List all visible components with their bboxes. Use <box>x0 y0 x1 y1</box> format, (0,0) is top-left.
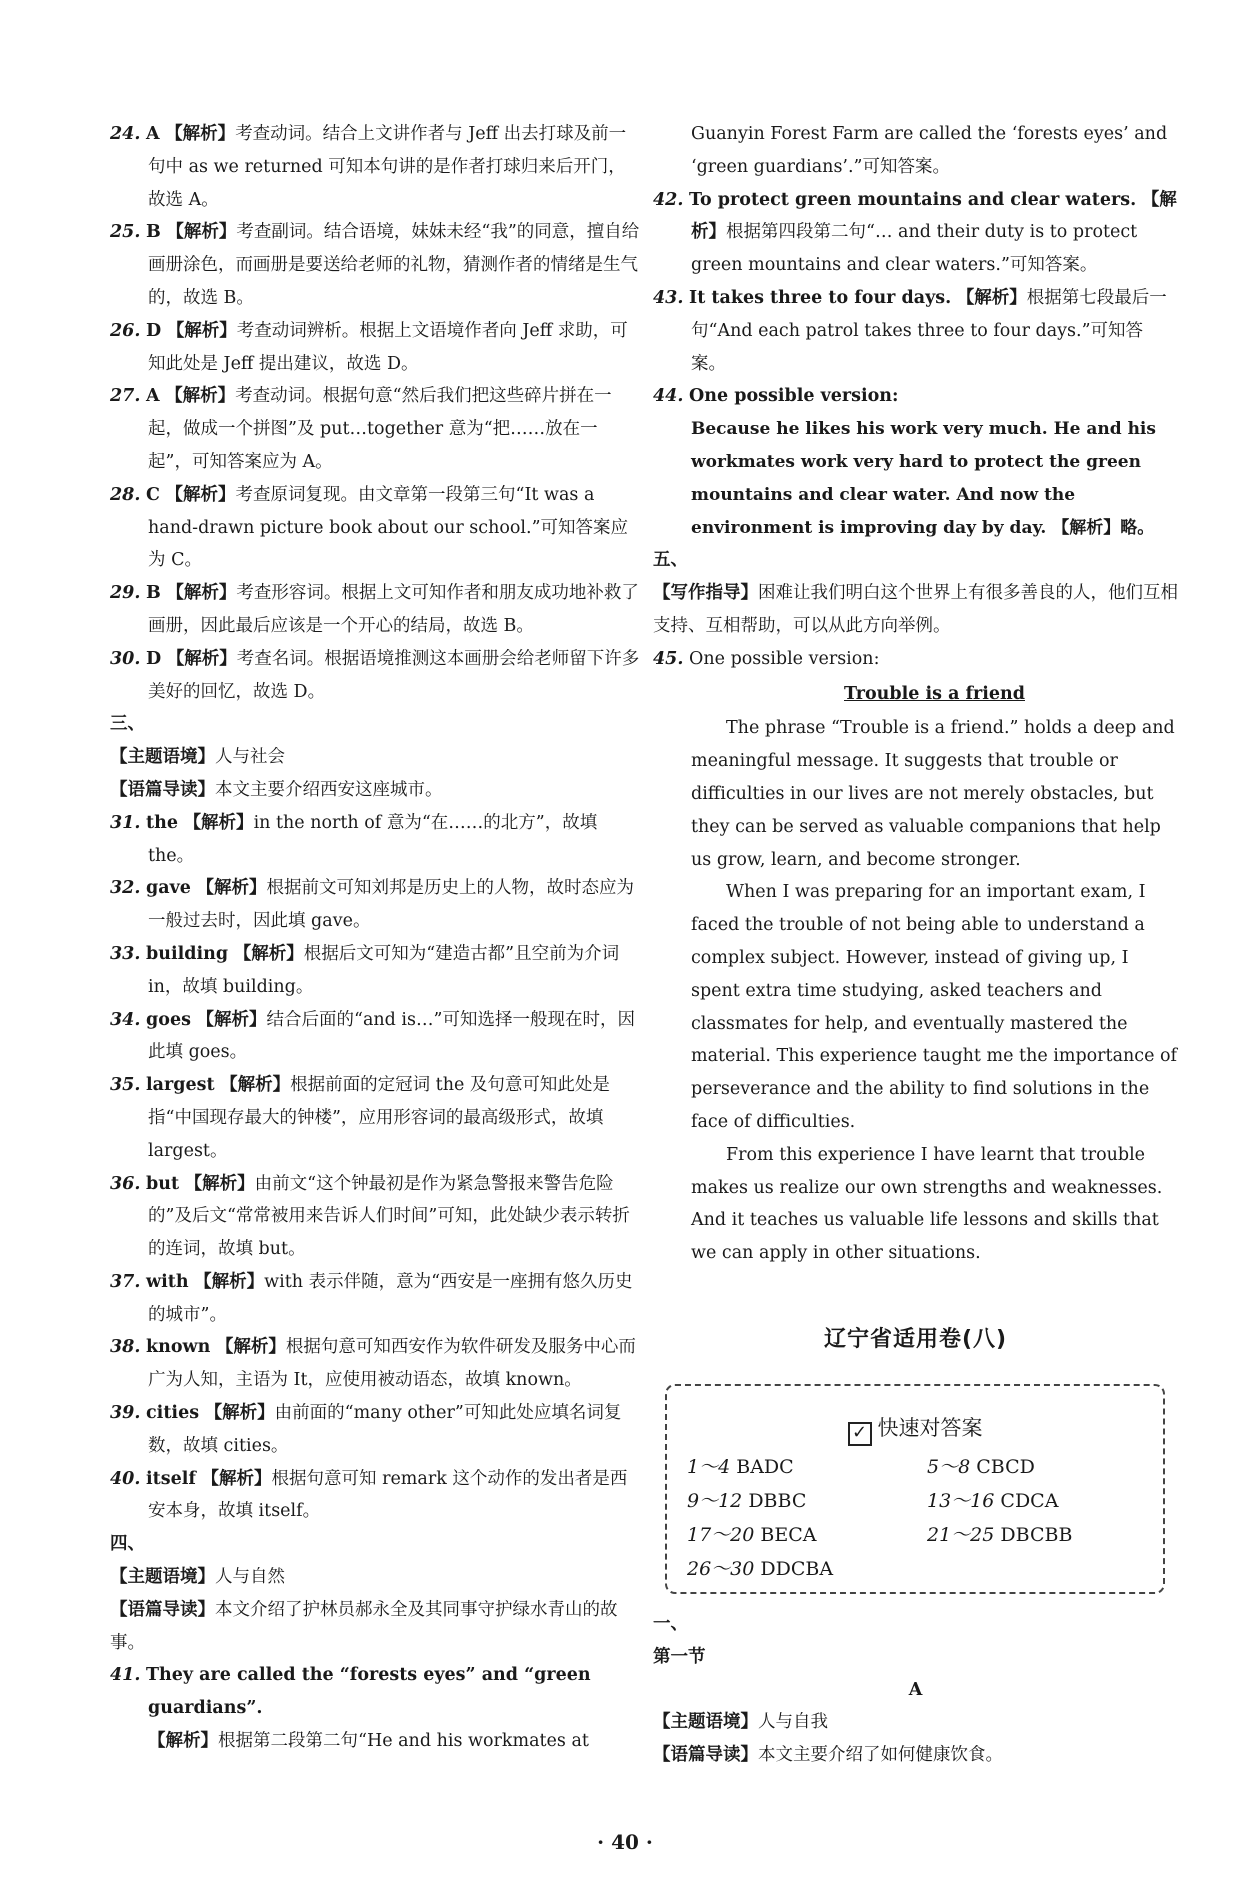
section-1-heading: 一、 <box>653 1614 688 1634</box>
essay-paragraph-2: When I was preparing for an important exam, I faced the trouble of not being able to understand a complex subject. However, instead of giving up, I spent extra time studying, asked teachers and classmates for help, and eventually mastered the material. This experience taught me the importance of perseverance and the ability to find solutions in the face of difficulties. <box>691 882 1178 1132</box>
answer-34: 34. goes 【解析】结合后面的“and is…”可知选择一般现在时，因此填 goes。 <box>110 1009 635 1063</box>
answer-27: 27. A 【解析】考查动词。根据句意“然后我们把这些碎片拼在一起，做成一个拼图”及 put…together 意为“把……放在一起”，可知答案应为 A。 <box>110 386 612 472</box>
answer-37: 37. with 【解析】with 表示伴随，意为“西安是一座拥有悠久历史的城市”。 <box>110 1271 633 1325</box>
section-5-heading: 五、 <box>653 550 688 571</box>
checkbox-icon: ✓ <box>848 1422 872 1446</box>
section-3-theme: 【主题语境】人与社会 <box>110 747 285 768</box>
answer-41-continued: Guanyin Forest Farm are called the ‘forests eyes’ and ‘green guardians’.”可知答案。 <box>691 124 1168 177</box>
answer-39: 39. cities 【解析】由前面的“many other”可知此处应填名词复数，故填 cities。 <box>110 1403 622 1456</box>
passage-label: A <box>908 1679 923 1700</box>
section-4-theme: 【主题语境】人与自然 <box>110 1567 285 1588</box>
section-title: 辽宁省适用卷(八) <box>823 1327 1008 1352</box>
essay-paragraph-1: The phrase “Trouble is a friend.” holds a deep and meaningful message. It suggests that trouble or difficulties in our lives are not merely obstacles, but they can be served as valuable companions that help us grow, learn, and become stronger. <box>691 718 1175 870</box>
writing-guide: 【写作指导】困难让我们明白这个世界上有很多善良的人，他们互相支持、互相帮助，可以从此方向举例。 <box>653 583 1178 636</box>
essay <box>653 678 1178 1270</box>
quick-answer-title: ✓ 快速对答案 <box>667 1412 1163 1446</box>
section-1-block <box>653 1608 1178 1772</box>
answer-group: 21～25 DBCBB <box>927 1524 1073 1546</box>
answer-44: 44. One possible version: <box>653 386 899 407</box>
answer-group: 17～20 BECA <box>687 1524 817 1546</box>
section-4-heading: 四、 <box>110 1534 145 1555</box>
right-column <box>653 118 1178 1270</box>
part-1-heading: 第一节 <box>653 1646 706 1667</box>
page-number: · 40 · <box>597 1830 653 1854</box>
answer-29: 29. B 【解析】考查形容词。根据上文可知作者和朋友成功地补救了画册，因此最后应该是一个开心的结局，故选 B。 <box>110 583 639 636</box>
answer-42: 42. To protect green mountains and clear waters. 【解析】根据第四段第二句“… and their duty is to protect green mountains and clear waters.”可知答案。 <box>653 189 1177 276</box>
answer-30: 30. D 【解析】考查名词。根据语境推测这本画册会给老师留下许多美好的回忆，故选 D。 <box>110 648 640 702</box>
answer-35: 35. largest 【解析】根据前面的定冠词 the 及句意可知此处是指“中国现存最大的钟楼”，应用形容词的最高级形式，故填 largest。 <box>110 1075 610 1161</box>
section-3-guide: 【语篇导读】本文主要介绍西安这座城市。 <box>110 779 443 800</box>
essay-paragraph-3: From this experience I have learnt that trouble makes us realize our own strengths and weaknesses. And it teaches us valuable life lessons and skills that we can apply in other situations. <box>691 1144 1163 1264</box>
answer-33: 33. building 【解析】根据后文可知为“建造古都”且空前为介词 in，故填 building。 <box>110 943 620 997</box>
answer-38: 38. known 【解析】根据句意可知西安作为软件研发及服务中心而广为人知，主语为 It，应使用被动语态，故填 known。 <box>110 1337 636 1391</box>
passage-guide: 【语篇导读】本文主要介绍了如何健康饮食。 <box>653 1745 1003 1766</box>
answer-36: 36. but 【解析】由前文“这个钟最初是作为紧急警报来警告危险的”及后文“常常被用来告诉人们时间”可知，此处缺少表示转折的连词，故填 but。 <box>110 1173 630 1260</box>
answer-25: 25. B 【解析】考查副词。结合语境，妹妹未经“我”的同意，擅自给画册涂色，而画册是要送给老师的礼物，猜测作者的情绪是生气的，故选 B。 <box>110 222 640 308</box>
answer-group: 26～30 DDCBA <box>687 1558 834 1580</box>
answer-group: 5～8 CBCD <box>927 1456 1035 1478</box>
answer-32: 32. gave 【解析】根据前文可知刘邦是历史上的人物，故时态应为一般过去时，因此填 gave。 <box>110 878 634 932</box>
answer-44-text: Because he likes his work very much. He and his workmates work very hard to protect the green mountains and clear water. And now the environment is improving day by day. 【解析】略。 <box>691 419 1156 538</box>
answer-43: 43. It takes three to four days. 【解析】根据第七段最后一句“And each patrol takes three to four days.”可知答案。 <box>653 287 1167 374</box>
section-3-heading: 三、 <box>110 714 145 735</box>
left-column <box>110 118 640 1758</box>
answer-31: 31. the 【解析】in the north of 意为“在……的北方”，故填 the。 <box>110 812 598 866</box>
answer-group: 13～16 CDCA <box>927 1490 1059 1512</box>
section-4-guide: 【语篇导读】本文介绍了护林员郝永全及其同事守护绿水青山的故事。 <box>110 1599 618 1653</box>
answer-45: 45. One possible version: <box>653 648 880 669</box>
answer-24: 24. A 【解析】考查动词。结合上文讲作者与 Jeff 出去打球及前一句中 as we returned 可知本句讲的是作者打球归来后开门，故选 A。 <box>110 124 627 210</box>
answer-group: 1～4 BADC <box>687 1456 794 1478</box>
answer-group: 9～12 DBBC <box>687 1490 807 1512</box>
answer-41: 41. They are called the “forests eyes” and “green guardians”. 【解析】根据第二段第二句“He and his workmates at <box>110 1665 591 1752</box>
quick-answer-box <box>665 1384 1165 1594</box>
essay-title: Trouble is a friend <box>844 683 1025 704</box>
passage-theme: 【主题语境】人与自我 <box>653 1712 828 1733</box>
answer-40: 40. itself 【解析】根据句意可知 remark 这个动作的发出者是西安本身，故填 itself。 <box>110 1468 628 1522</box>
answer-28: 28. C 【解析】考查原词复现。由文章第一段第三句“It was a hand-drawn picture book about our school.”可知答案应为 C。 <box>110 484 629 571</box>
answer-26: 26. D 【解析】考查动词辨析。根据上文语境作者向 Jeff 求助，可知此处是 Jeff 提出建议，故选 D。 <box>110 320 628 374</box>
